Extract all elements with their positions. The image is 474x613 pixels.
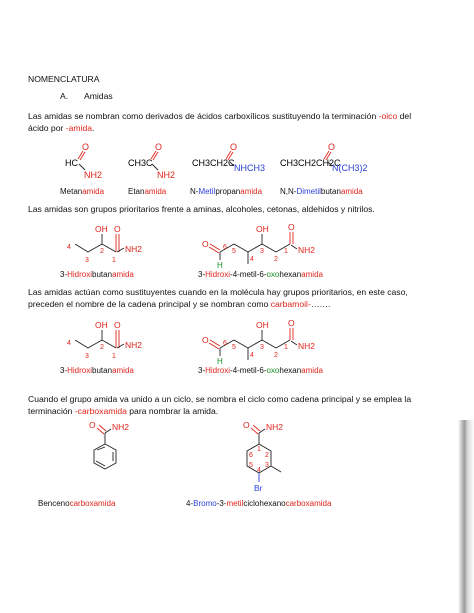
svg-text:3: 3 <box>85 353 89 360</box>
svg-text:NH2: NH2 <box>298 245 316 255</box>
structure-3-hydroxybutanamide <box>60 222 170 272</box>
svg-text:NHCH3: NHCH3 <box>234 163 266 173</box>
svg-text:4: 4 <box>67 340 71 347</box>
svg-text:6: 6 <box>223 244 227 251</box>
name-3-hydroxy-4-methyl-6-oxohexanamide-d: 3-Hidroxi-4-metil-6-oxohexanamida <box>198 366 323 375</box>
svg-text:Br: Br <box>254 483 263 493</box>
structure-4-bromo-3-methylcyclohexanecarboxamide <box>232 420 322 498</box>
paragraph-3-line-1: Las amidas actúan como sustituyentes cuando en la molécula hay grupos prioritarios, en este caso, <box>28 287 408 297</box>
name-benzenecarboxamide: Bencenocarboxamida <box>38 499 116 508</box>
svg-text:O: O <box>89 420 96 430</box>
svg-text:NH2: NH2 <box>157 170 176 180</box>
svg-text:2: 2 <box>274 352 278 359</box>
svg-text:OH: OH <box>95 320 108 330</box>
svg-text:N(CH3)2: N(CH3)2 <box>332 163 368 173</box>
formula-ethanamide <box>124 140 184 186</box>
svg-text:1: 1 <box>112 353 116 360</box>
svg-text:3: 3 <box>260 248 264 255</box>
paragraph-4-line-2: terminación -carboxamida para nombrar la amida. <box>28 406 219 416</box>
svg-text:O: O <box>202 239 209 249</box>
svg-text:O: O <box>243 420 250 430</box>
svg-text:4: 4 <box>257 467 261 474</box>
formula-n-n-dimethylbutanamide <box>278 140 374 186</box>
section-marker: A. <box>60 91 69 101</box>
svg-text:OH: OH <box>256 224 269 234</box>
svg-text:H: H <box>217 357 223 366</box>
svg-text:HC: HC <box>65 158 78 168</box>
svg-text:CH3C: CH3C <box>128 158 153 168</box>
svg-text:O: O <box>230 142 238 152</box>
structure-benzenecarboxamide <box>80 420 160 482</box>
paragraph-2: Las amidas son grupos prioritarios frente a aminas, alcoholes, cetonas, aldehidos y nitrilos. <box>28 204 375 214</box>
svg-text:NH2: NH2 <box>84 170 103 180</box>
svg-text:O: O <box>328 142 336 152</box>
structure-3-hydroxy-4-methyl-6-oxohexanamide-2 <box>196 318 326 370</box>
svg-text:OH: OH <box>256 320 269 330</box>
formula-n-methylpropanamide <box>190 140 270 186</box>
svg-text:NH2: NH2 <box>266 422 284 432</box>
svg-text:5: 5 <box>232 344 236 351</box>
name-ethanamide: Etanamida <box>128 187 167 196</box>
svg-text:2: 2 <box>274 256 278 263</box>
formula-methanamide <box>56 140 106 186</box>
paragraph-1-line-2: ácido por -amida. <box>28 123 95 133</box>
svg-text:O: O <box>288 222 295 232</box>
svg-text:H: H <box>217 261 223 270</box>
svg-text:O: O <box>288 318 295 328</box>
name-4-bromo-3-methylcyclohexanecarboxamide: 4-Bromo-3-metilciclohexanocarboxamida <box>186 499 332 508</box>
svg-text:6: 6 <box>223 340 227 347</box>
svg-text:1: 1 <box>257 446 261 453</box>
svg-text:1: 1 <box>112 257 116 264</box>
section-title: Amidas <box>84 91 113 101</box>
name-methanamide: Metanamida <box>60 187 105 196</box>
name-n-n-dimethylbutanamide: N,N-Dimetilbutanamida <box>280 187 363 196</box>
name-n-methylpropanamide: N-Metilpropanamida <box>190 187 263 196</box>
paragraph-4-line-1: Cuando el grupo amida va unido a un ciclo, se nombra el ciclo como cadena principal y se emplea la <box>28 394 412 404</box>
svg-text:NH2: NH2 <box>112 422 130 432</box>
paragraph-1-line-1: Las amidas se nombran como derivados de ácidos carboxílicos sustituyendo la terminación -oico del <box>28 111 412 121</box>
svg-text:O: O <box>202 335 209 345</box>
svg-text:3: 3 <box>85 257 89 264</box>
name-3-hydroxybutanamide-a: 3-Hidroxibutanamida <box>60 270 134 279</box>
structure-3-hydroxybutanamide-2 <box>60 318 170 368</box>
svg-text:2: 2 <box>100 344 104 351</box>
svg-text:5: 5 <box>249 462 253 469</box>
svg-text:CH3CH2C: CH3CH2C <box>192 158 235 168</box>
svg-text:NH2: NH2 <box>125 244 143 254</box>
svg-text:O: O <box>82 142 90 152</box>
torn-page-edge <box>458 420 474 613</box>
paragraph-3-line-2: preceden el nombre de la cadena principal y se nombran como carbamoil-……. <box>28 299 331 309</box>
svg-text:3: 3 <box>265 462 269 469</box>
svg-text:1: 1 <box>284 344 288 351</box>
svg-text:4: 4 <box>250 352 254 359</box>
svg-text:2: 2 <box>100 248 104 255</box>
name-3-hydroxy-4-methyl-6-oxohexanamide-b: 3-Hidroxi-4-metil-6-oxohexanamida <box>198 270 323 279</box>
svg-text:OH: OH <box>95 224 108 234</box>
svg-text:4: 4 <box>250 256 254 263</box>
structure-3-hydroxy-4-methyl-6-oxohexanamide <box>196 222 326 274</box>
svg-text:6: 6 <box>249 452 253 459</box>
svg-text:O: O <box>114 224 121 234</box>
svg-text:CH3CH2CH2C: CH3CH2CH2C <box>280 158 341 168</box>
name-3-hydroxybutanamide-c: 3-Hidroxibutanamida <box>60 366 134 375</box>
svg-text:O: O <box>155 142 163 152</box>
svg-text:5: 5 <box>232 248 236 255</box>
svg-text:4: 4 <box>67 244 71 251</box>
svg-text:3: 3 <box>260 344 264 351</box>
svg-text:NH2: NH2 <box>125 340 143 350</box>
doc-heading: NOMENCLATURA <box>28 74 100 84</box>
svg-text:NH2: NH2 <box>298 341 316 351</box>
svg-text:1: 1 <box>284 248 288 255</box>
svg-text:2: 2 <box>265 452 269 459</box>
svg-text:O: O <box>114 320 121 330</box>
